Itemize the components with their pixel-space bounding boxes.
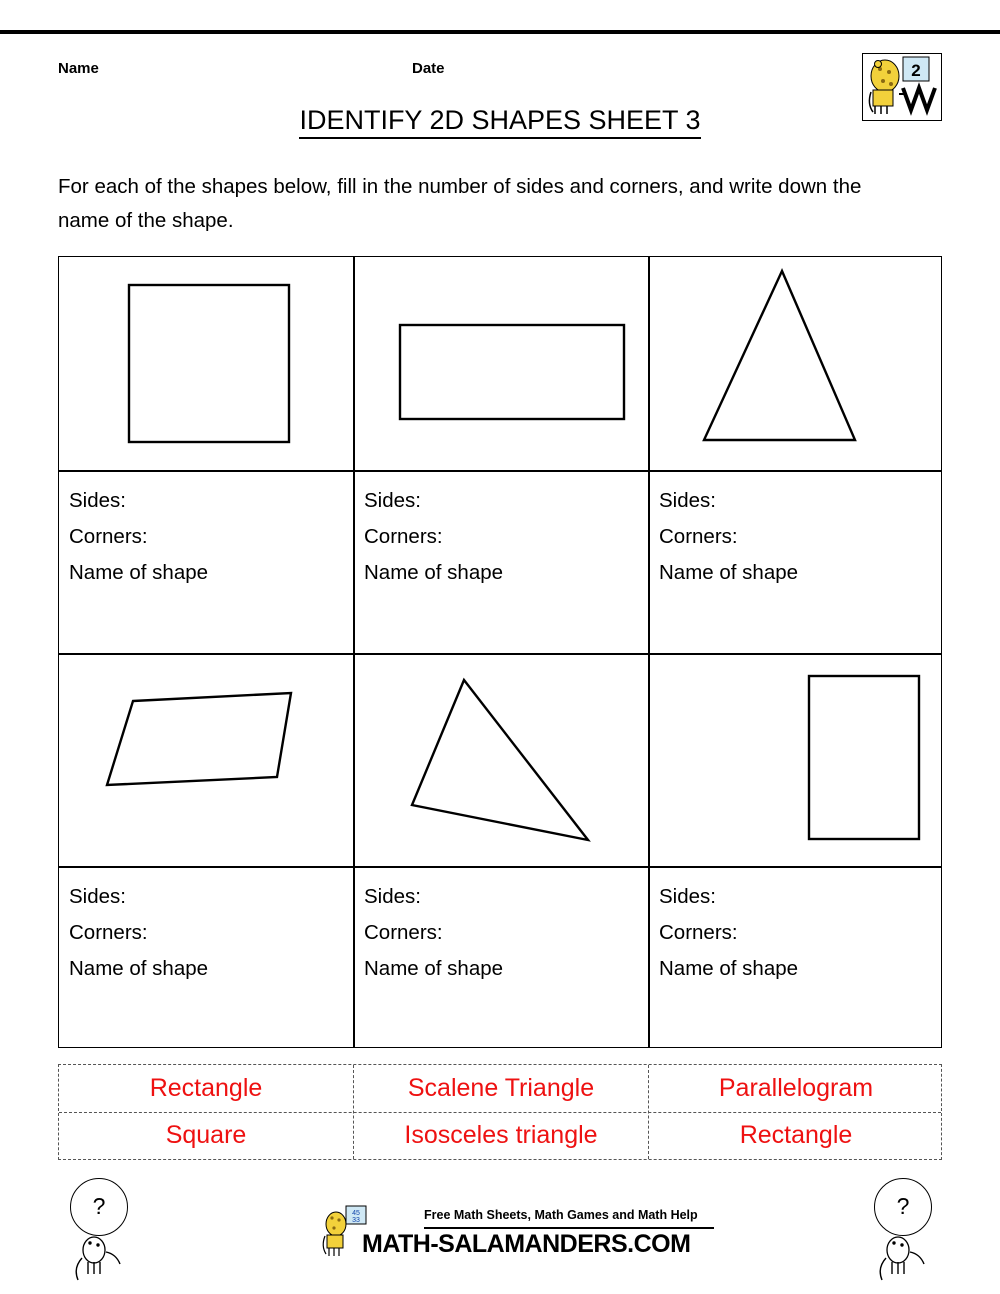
shape-cell-5	[354, 655, 648, 868]
answer-option-isosceles-triangle[interactable]: Isosceles triangle	[404, 1121, 598, 1149]
sides-label-1: Sides:	[69, 489, 126, 512]
name-of-shape-label-1: Name of shape	[69, 561, 209, 584]
shape-cell-3	[649, 257, 943, 470]
scalene-triangle-shape	[354, 655, 648, 866]
page-title	[0, 105, 1000, 136]
page-title-text: IDENTIFY 2D SHAPES SHEET 3	[299, 105, 700, 139]
rectangle-wide-shape	[354, 257, 648, 470]
date-label: Date	[412, 60, 445, 77]
name-of-shape-label-4: Name of shape	[69, 957, 209, 980]
help-button-right[interactable]: ?	[874, 1178, 932, 1236]
svg-text:33: 33	[352, 1217, 360, 1224]
corners-label-2: Corners:	[364, 525, 443, 548]
footer-url[interactable]: MATH-SALAMANDERS.COM	[362, 1230, 691, 1258]
answer-block-5	[354, 867, 648, 1050]
answer-block-4	[59, 867, 353, 1050]
salamander-mascot-left-icon	[68, 1228, 128, 1284]
isosceles-triangle-shape	[649, 257, 943, 470]
corners-label-6: Corners:	[659, 921, 738, 944]
answer-block-6	[649, 867, 943, 1050]
answer-option-parallelogram[interactable]: Parallelogram	[718, 1074, 874, 1102]
shape-cell-2	[354, 257, 648, 470]
answer-option-scalene-triangle[interactable]: Scalene Triangle	[407, 1074, 595, 1102]
name-of-shape-label-5: Name of shape	[364, 957, 504, 980]
shapes-grid	[58, 256, 942, 1048]
sides-label-5: Sides:	[364, 885, 421, 908]
shape-cell-4	[59, 655, 353, 868]
parallelogram-shape	[59, 655, 353, 866]
corners-label-4: Corners:	[69, 921, 148, 944]
sides-label-3: Sides:	[659, 489, 716, 512]
name-of-shape-label-6: Name of shape	[659, 957, 799, 980]
sides-label-2: Sides:	[364, 489, 421, 512]
answer-block-1	[59, 471, 353, 654]
salamander-mascot-right-icon	[872, 1228, 932, 1284]
corners-label-1: Corners:	[69, 525, 148, 548]
square-shape	[59, 257, 353, 470]
footer	[320, 1198, 720, 1268]
svg-text:45: 45	[352, 1210, 360, 1217]
shape-cell-1	[59, 257, 353, 470]
rectangle-tall-shape	[649, 655, 943, 866]
name-of-shape-label-2: Name of shape	[364, 561, 504, 584]
shape-cell-6	[649, 655, 943, 868]
answer-option-rectangle-1[interactable]: Rectangle	[149, 1074, 263, 1102]
svg-text:2: 2	[911, 61, 921, 80]
top-divider	[0, 30, 1000, 34]
answer-block-2	[354, 471, 648, 654]
footer-tagline: Free Math Sheets, Math Games and Math Help	[424, 1208, 698, 1222]
answer-option-square[interactable]: Square	[165, 1121, 247, 1149]
instructions-text: For each of the shapes below, fill in the number of sides and corners, and write down the name of the shape.	[58, 175, 862, 232]
corners-label-5: Corners:	[364, 921, 443, 944]
footer-divider	[424, 1227, 714, 1229]
answer-bank	[58, 1064, 942, 1160]
corners-label-3: Corners:	[659, 525, 738, 548]
sides-label-6: Sides:	[659, 885, 716, 908]
sides-label-4: Sides:	[69, 885, 126, 908]
help-button-left[interactable]: ?	[70, 1178, 128, 1236]
answer-option-rectangle-2[interactable]: Rectangle	[739, 1121, 853, 1149]
name-of-shape-label-3: Name of shape	[659, 561, 799, 584]
answer-block-3	[649, 471, 943, 654]
name-label: Name	[58, 60, 99, 77]
